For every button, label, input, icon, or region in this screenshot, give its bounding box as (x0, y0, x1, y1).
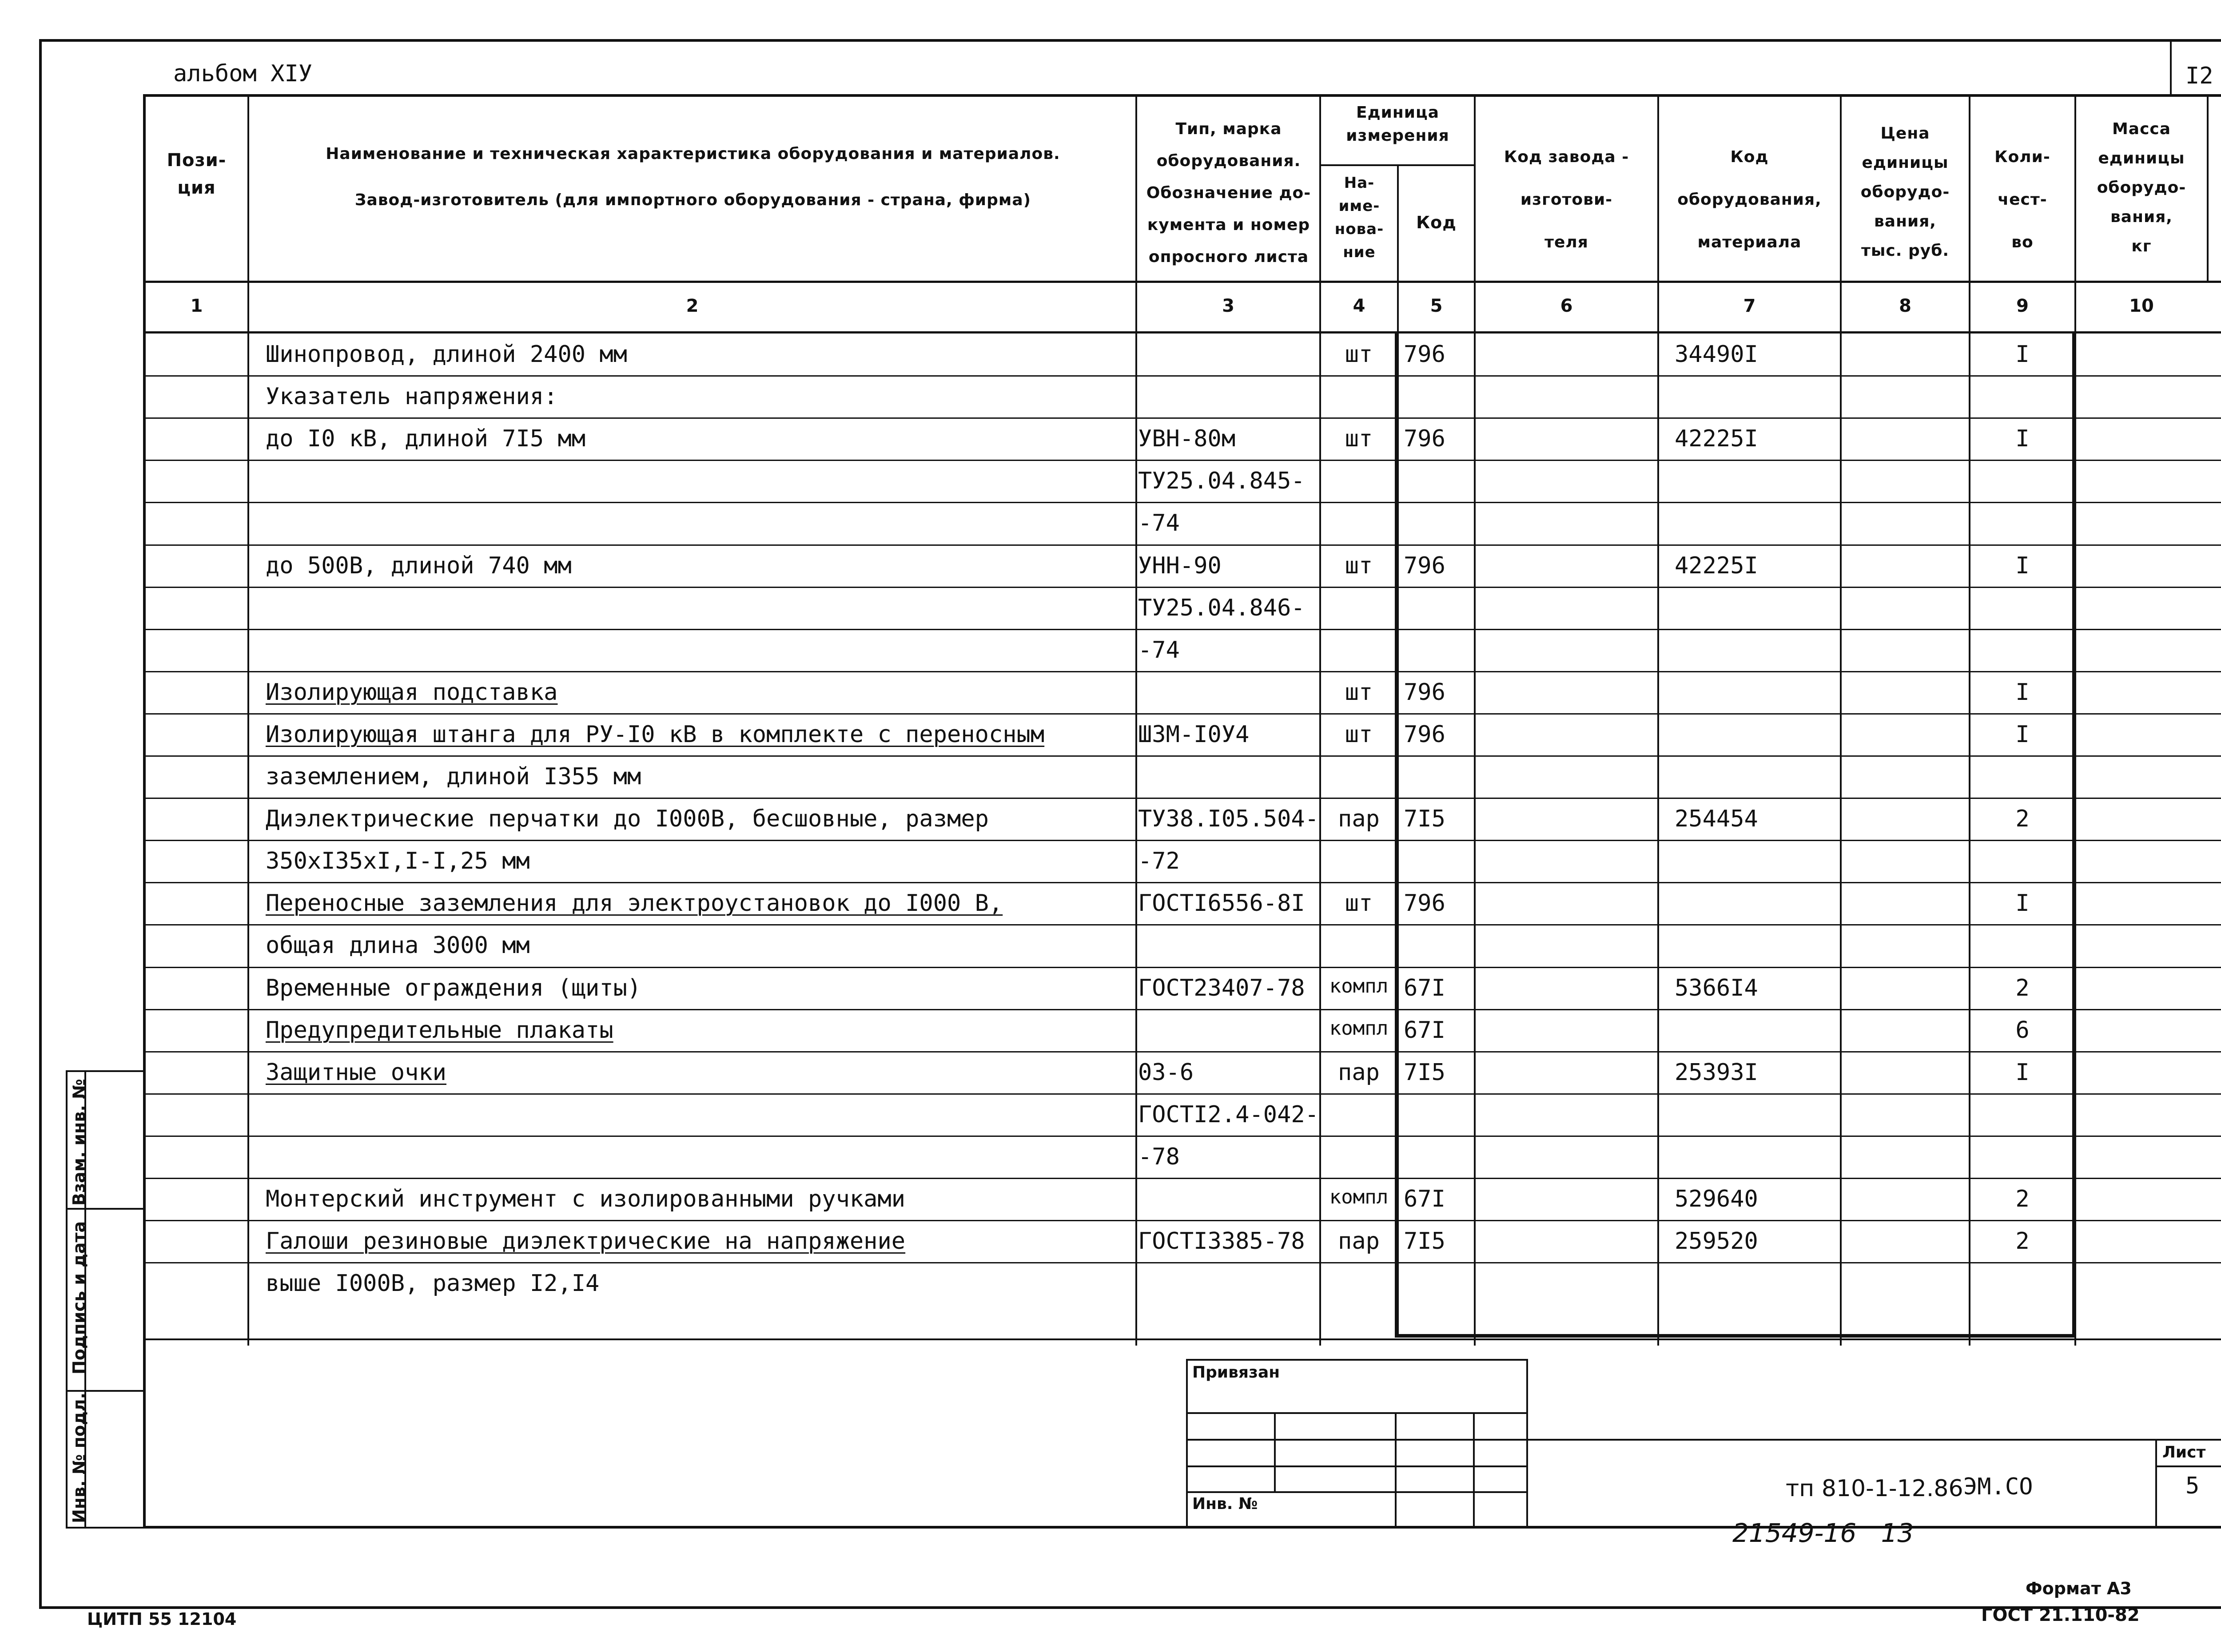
body-bottom-bar (1395, 1334, 2076, 1338)
row-divider (143, 1178, 2221, 1179)
stamp-box-right (1526, 1359, 1528, 1528)
row-name: Временные ограждения (щиты) (266, 975, 641, 1001)
row-unit: компл (1329, 1017, 1389, 1040)
row-type: ГОСТI2.4-042- (1138, 1101, 1319, 1128)
row-name: Галоши резиновые диэлектрические на напряжение (266, 1228, 906, 1255)
row-equip-code: 5366I4 (1675, 975, 1758, 1001)
stamp-box-h2 (1186, 1439, 1528, 1441)
row-unit-code: 67I (1404, 975, 1445, 1001)
row-divider (143, 460, 2221, 461)
row-name: Монтерский инструмент с изолированными ручками (266, 1186, 906, 1212)
col-number-1: 1 (190, 296, 203, 316)
side-label-vzam: Взам. инв. № (69, 1079, 89, 1206)
row-name: Изолирующая штанга для РУ-I0 кВ в комплекте с переносным (266, 721, 1045, 748)
row-unit-code: 796 (1404, 425, 1445, 452)
row-type: УВН-80м (1138, 425, 1236, 452)
stamp-inv-no: Инв. № (1192, 1495, 1258, 1513)
stamp-privyazan: Привязан (1192, 1363, 1280, 1382)
col-sep-1 (247, 94, 249, 1346)
row-unit: пар (1338, 806, 1380, 832)
row-name: Указатель напряжения: (266, 383, 558, 410)
album-title: альбом XIУ (173, 60, 313, 87)
col-number-6: 6 (1560, 296, 1573, 316)
row-unit: шт (1345, 721, 1373, 748)
page-number: I2 (2185, 63, 2213, 89)
row-name: до I0 кВ, длиной 7I5 мм (266, 425, 586, 452)
row-qty: I (2015, 552, 2030, 579)
list-number: 5 (2185, 1473, 2200, 1499)
format-label: Формат А3 (2026, 1579, 2132, 1598)
row-type: 03-6 (1138, 1059, 1194, 1086)
row-qty: I (2015, 890, 2030, 917)
col-sep-7 (1840, 94, 1842, 1346)
frame-bottom (39, 1606, 2221, 1609)
doc-code: тп 810-1-12.86 (1786, 1475, 1963, 1502)
row-unit-code: 796 (1404, 341, 1445, 368)
row-type: -78 (1138, 1144, 1180, 1170)
row-divider (143, 502, 2221, 503)
row-equip-code: 34490I (1675, 341, 1758, 368)
col-header-name-line1: Наименование и техническая характеристика оборудования и материалов. (326, 145, 1060, 163)
row-type: ГОСТ23407-78 (1138, 975, 1305, 1001)
row-type: ТУ25.04.846- (1138, 595, 1305, 621)
row-unit-code: 796 (1404, 890, 1445, 917)
row-unit-code: 67I (1404, 1017, 1445, 1044)
row-name: до 500В, длиной 740 мм (266, 552, 572, 579)
row-divider (143, 1262, 2221, 1263)
col-sep-8 (1969, 94, 1970, 1346)
row-unit: компл (1329, 975, 1389, 997)
col-header-name-line2: Завод-изготовитель (для импортного оборудования - страна, фирма) (354, 191, 1031, 209)
row-name: Изолирующая подставка (266, 679, 558, 706)
row-divider (143, 1051, 2221, 1052)
col-header-position: Пози- ция (167, 150, 227, 198)
row-name: Защитные очки (266, 1059, 446, 1086)
row-unit-code: 7I5 (1404, 806, 1445, 832)
stamp-box-h3 (1186, 1465, 1528, 1467)
unit-group-divider (1319, 164, 1475, 166)
row-qty: 2 (2015, 1186, 2030, 1212)
row-equip-code: 254454 (1675, 806, 1758, 832)
row-unit: пар (1338, 1228, 1380, 1255)
row-divider (143, 629, 2221, 630)
row-unit: шт (1345, 890, 1373, 917)
col-header-unit-code: Код (1416, 213, 1457, 232)
table-top (143, 94, 2221, 97)
col-sep-2 (1135, 94, 1137, 1346)
col-number-2: 2 (686, 296, 699, 316)
stamp-box-v2 (1395, 1412, 1397, 1528)
stamp-box-h4 (1186, 1491, 1528, 1493)
row-divider (143, 713, 2221, 715)
stamp-box-left (1186, 1359, 1188, 1528)
row-type: ТУ25.04.845- (1138, 468, 1305, 494)
col-sep-10 (2207, 94, 2209, 281)
row-divider (143, 1136, 2221, 1137)
doc-suffix: ЭМ.СО (1963, 1473, 2033, 1500)
stamp-box-v1 (1274, 1412, 1276, 1492)
col-header-equip-code: Код оборудования, материала (1677, 148, 1822, 251)
list-box-left (2155, 1439, 2157, 1528)
row-divider (143, 417, 2221, 419)
row-divider (143, 587, 2221, 588)
row-unit-code: 7I5 (1404, 1059, 1445, 1086)
col-number-7: 7 (1743, 296, 1756, 316)
row-unit: пар (1338, 1059, 1380, 1086)
col-header-price: Цена единицы оборудо- вания, тыс. руб. (1860, 124, 1950, 260)
frame-left (39, 39, 42, 1609)
table-body-bottom (143, 1338, 2221, 1340)
col-number-3: 3 (1222, 296, 1234, 316)
row-qty: I (2015, 679, 2030, 706)
side-strip-div1 (66, 1208, 146, 1210)
row-unit: шт (1345, 679, 1373, 706)
row-type: ГОСТI6556-8I (1138, 890, 1305, 917)
row-name: Диэлектрические перчатки до I000В, бесшовные, размер (266, 806, 989, 832)
side-label-podpis: Подпись и дата (69, 1221, 89, 1374)
row-type: -74 (1138, 637, 1180, 663)
row-qty: I (2015, 341, 2030, 368)
row-name: общая длина 3000 мм (266, 932, 530, 959)
table-left (143, 94, 146, 1529)
row-unit-code: 67I (1404, 1186, 1445, 1212)
row-unit: шт (1345, 552, 1373, 579)
row-qty: 2 (2015, 975, 2030, 1001)
row-type: УНН-90 (1138, 552, 1222, 579)
col-sep-5 (1474, 94, 1476, 1346)
row-type: -74 (1138, 510, 1180, 536)
row-qty: 2 (2015, 806, 2030, 832)
col-number-8: 8 (1899, 296, 1911, 316)
row-unit: шт (1345, 341, 1373, 368)
row-unit-code: 7I5 (1404, 1228, 1445, 1255)
row-divider (143, 798, 2221, 799)
row-divider (143, 671, 2221, 672)
row-divider (143, 1009, 2221, 1010)
row-name: Предупредительные плакаты (266, 1017, 613, 1044)
row-equip-code: 25393I (1675, 1059, 1758, 1086)
row-divider (143, 840, 2221, 841)
row-type: ТУ38.I05.504- (1138, 806, 1319, 832)
row-divider (143, 1220, 2221, 1221)
col-number-9: 9 (2016, 296, 2029, 316)
row-qty: I (2015, 721, 2030, 748)
row-name: выше I000В, размер I2,I4 (266, 1270, 600, 1297)
row-unit-code: 796 (1404, 679, 1445, 706)
row-equip-code: 259520 (1675, 1228, 1758, 1255)
row-name: Переносные заземления для электроустановок до I000 В, (266, 890, 1003, 917)
row-equip-code: 529640 (1675, 1186, 1758, 1212)
list-label: Лист (2162, 1443, 2206, 1461)
row-unit: компл (1329, 1186, 1389, 1208)
col-header-unit-name: На- име- нова- ние (1334, 174, 1384, 261)
col-header-mass: Масса единицы оборудо- вания, кг (2097, 120, 2186, 255)
row-divider (143, 544, 2221, 546)
row-name: 350хI35хI,I-I,25 мм (266, 848, 530, 874)
row-divider (143, 967, 2221, 968)
row-qty: 6 (2015, 1017, 2030, 1044)
row-name: заземлением, длиной I355 мм (266, 763, 641, 790)
row-type: ГОСТI3385-78 (1138, 1228, 1305, 1255)
row-divider (143, 924, 2221, 925)
row-qty: I (2015, 1059, 2030, 1086)
row-divider (143, 1093, 2221, 1095)
col-header-type: Тип, марка оборудования. Обозначение до- кумента и номер опросного листа (1146, 120, 1311, 266)
title-block-top (1526, 1439, 2221, 1441)
row-unit: шт (1345, 425, 1373, 452)
frame-top (39, 39, 2221, 42)
side-strip-top (66, 1070, 146, 1072)
stamp-box-v3 (1473, 1412, 1475, 1528)
stamp-box-h1 (1186, 1412, 1528, 1414)
col-number-4: 4 (1353, 296, 1365, 316)
side-strip-div2 (66, 1390, 146, 1392)
col-sep-6 (1657, 94, 1659, 1346)
col-header-qty: Коли- чест- во (1994, 148, 2050, 251)
row-type: ШЗМ-I0У4 (1138, 721, 1250, 748)
row-name: Шинопровод, длиной 2400 мм (266, 341, 627, 368)
colnum-bottom (143, 331, 2221, 334)
list-box-divider (2155, 1465, 2221, 1467)
col-number-10: 10 (2129, 296, 2154, 316)
row-unit-code: 796 (1404, 552, 1445, 579)
row-divider (143, 375, 2221, 377)
row-unit-code: 796 (1404, 721, 1445, 748)
page-number-box-left (2170, 42, 2172, 95)
citp-label: ЦИТП 55 12104 (87, 1609, 237, 1629)
side-strip-bottom (66, 1527, 146, 1529)
row-equip-code: 42225I (1675, 552, 1758, 579)
side-strip-left (66, 1070, 68, 1529)
col-header-unit-group: Единица измерения (1346, 103, 1449, 145)
stamp-box-top (1186, 1359, 1528, 1361)
header-bottom (143, 281, 2221, 283)
row-type: -72 (1138, 848, 1180, 874)
gost-label: ГОСТ 21.110-82 (1981, 1605, 2140, 1625)
col-header-factory-code: Код завода - изготови- теля (1504, 148, 1629, 251)
handwritten-number: 21549-16 13 (1732, 1518, 1914, 1548)
side-label-inv: Инв. № подл. (69, 1392, 89, 1523)
row-qty: 2 (2015, 1228, 2030, 1255)
col-number-5: 5 (1430, 296, 1443, 316)
row-divider (143, 755, 2221, 757)
row-divider (143, 882, 2221, 883)
row-equip-code: 42225I (1675, 425, 1758, 452)
row-qty: I (2015, 425, 2030, 452)
